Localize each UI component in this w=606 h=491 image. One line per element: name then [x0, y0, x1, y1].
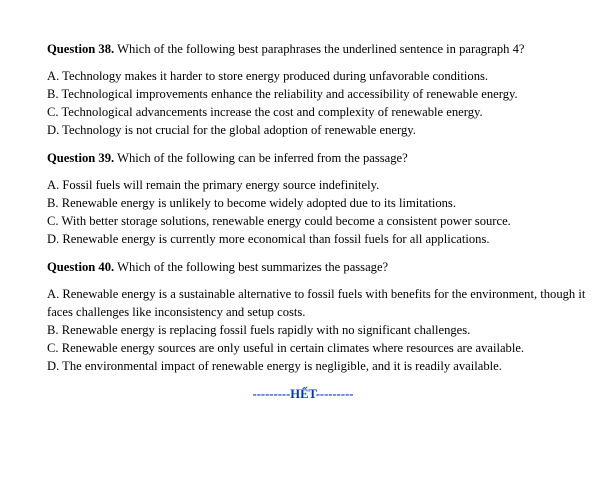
- option-a: A. Fossil fuels will remain the primary energy source indefinitely.: [47, 178, 380, 192]
- options-list-40: [47, 285, 592, 375]
- question-prompt: Which of the following best paraphrases the underlined sentence in paragraph 4?: [117, 42, 525, 56]
- option-d: D. Renewable energy is currently more economical than fossil fuels for all applications.: [47, 232, 490, 246]
- option-a: A. Technology makes it harder to store energy produced during unfavorable conditions.: [47, 69, 489, 83]
- question-prompt: Which of the following can be inferred from the passage?: [117, 151, 408, 165]
- option-c: C. Technological advancements increase the cost and complexity of renewable energy.: [47, 105, 483, 119]
- question-38: [47, 40, 592, 58]
- exam-page: [47, 40, 592, 403]
- option-b: B. Renewable energy is unlikely to become widely adopted due to its limitations.: [47, 196, 456, 210]
- option-d: D. The environmental impact of renewable energy is negligible, and it is readily available.: [47, 359, 502, 373]
- question-block-38: [47, 40, 592, 139]
- question-39: [47, 149, 592, 167]
- options-list-39: [47, 176, 592, 248]
- option-b: B. Technological improvements enhance the reliability and accessibility of renewable energy.: [47, 87, 518, 101]
- option-d: D. Technology is not crucial for the global adoption of renewable energy.: [47, 123, 416, 137]
- question-block-40: [47, 258, 592, 375]
- end-marker: ---------HẾT---------: [252, 387, 354, 401]
- question-40: [47, 258, 592, 276]
- option-c: C. With better storage solutions, renewable energy could become a consistent power source.: [47, 214, 511, 228]
- option-a: A. Renewable energy is a sustainable alternative to fossil fuels with benefits for the environment, though it faces challenges like inconsistency and setup costs.: [47, 287, 586, 319]
- question-prompt: Which of the following best summarizes the passage?: [117, 260, 389, 274]
- question-number: Question 38.: [47, 42, 115, 56]
- option-b: B. Renewable energy is replacing fossil fuels rapidly with no significant challenges.: [47, 323, 471, 337]
- question-number: Question 39.: [47, 151, 115, 165]
- question-block-39: [47, 149, 592, 248]
- options-list-38: [47, 67, 592, 139]
- option-c: C. Renewable energy sources are only useful in certain climates where resources are available.: [47, 341, 525, 355]
- question-number: Question 40.: [47, 260, 115, 274]
